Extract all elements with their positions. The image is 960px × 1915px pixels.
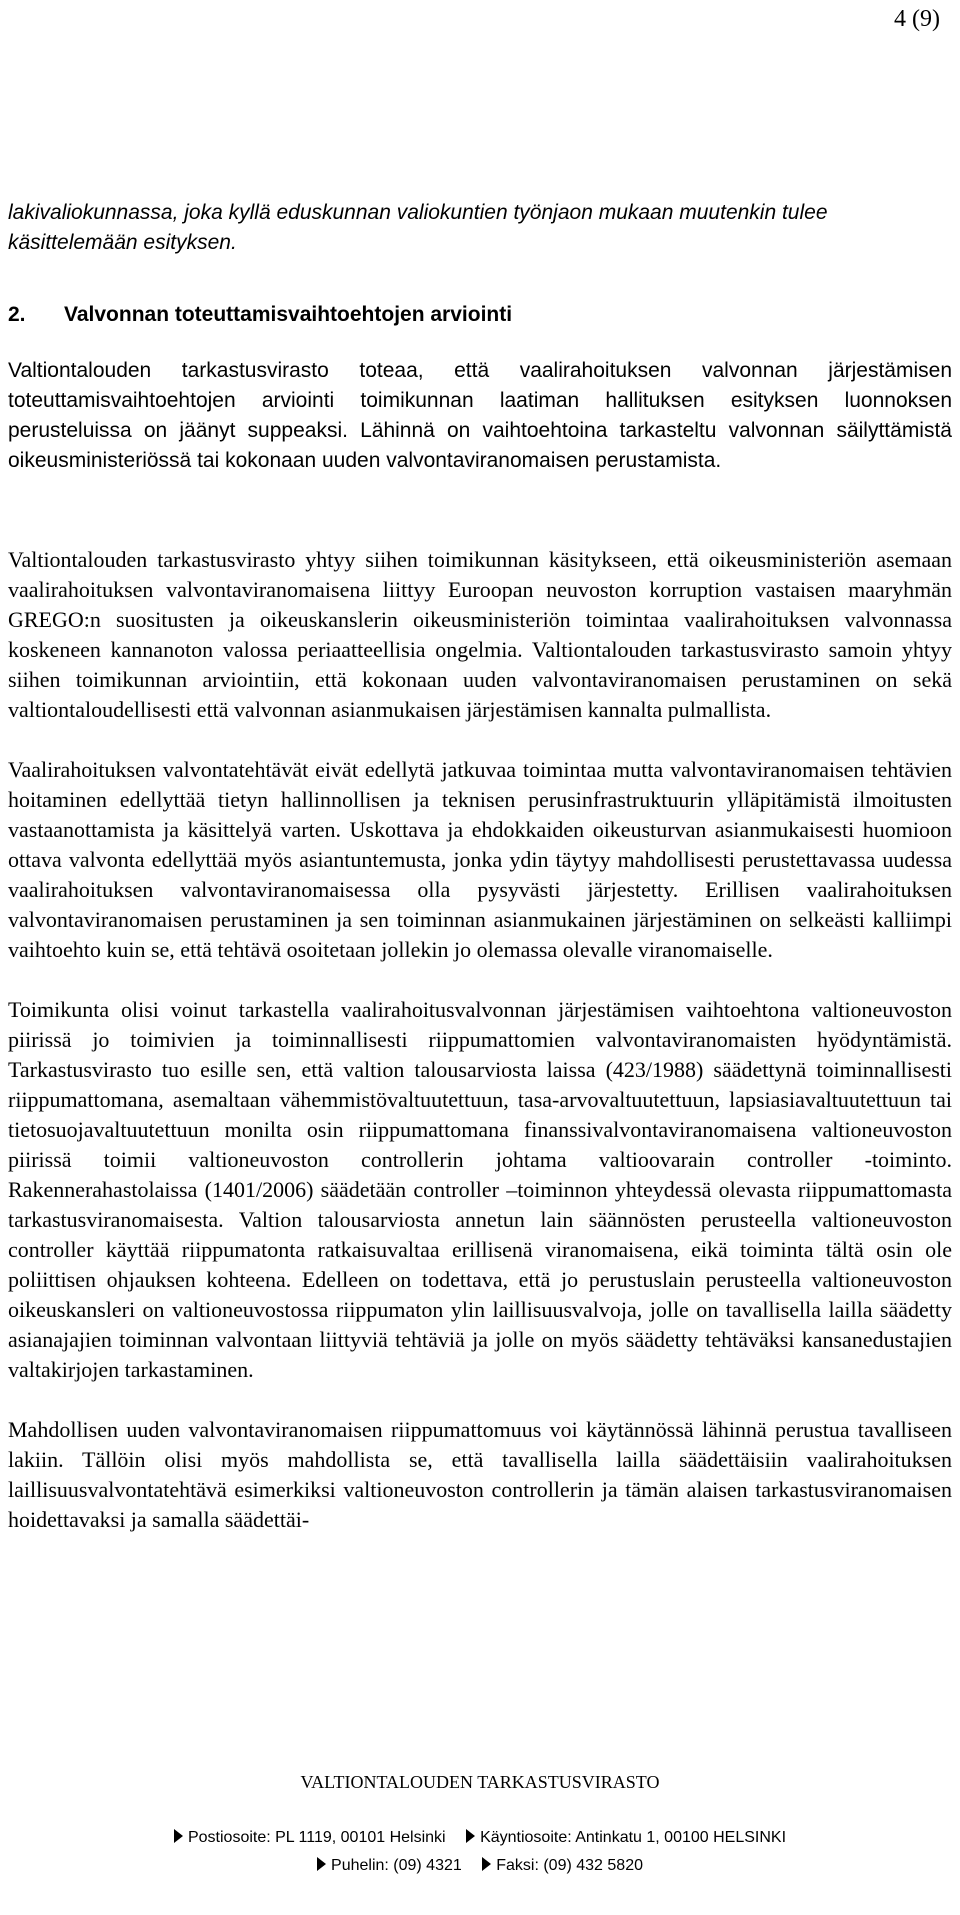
arrow-right-icon [466,1829,475,1843]
paragraph-assessment: Valtiontalouden tarkastusvirasto toteaa, että vaalirahoituksen valvonnan järjestämisen toteuttamisvaihtoehtojen arviointi toimikunnan laatiman hallituksen esityksen luonnoksen perusteluissa on jäänyt suppeaksi. Lähinnä on vaihtoehtoina tarkasteltu valvonnan säilyttämistä oikeusministeriössä tai kokonaan uuden valvontaviranomaisen perustamista. [8,359,952,472]
section-heading [8,300,512,330]
intro-paragraph: lakivaliokunnassa, joka kyllä eduskunnan valiokuntien työnjaon mukaan muutenkin tulee käsittelemään esityksen. [8,201,828,254]
arrow-right-icon [482,1857,491,1871]
postal-address: Postiosoite: PL 1119, 00101 Helsinki [187,1829,446,1846]
paragraph-ministry-position: Valtiontalouden tarkastusvirasto yhtyy siihen toimikunnan käsitykseen, että oikeusministeriön asemaan vaalirahoituksen valvontaviranomaisena liittyy Euroopan neuvoston korruption vastaisen maaryhmän GREGO:n suositusten ja oikeuskanslerin oikeusministeriön toimintaa vaalirahoituksen valvonnassa koskeneen kannanoton valossa periaatteellisia ongelmia. Valtiontalouden tarkastusvirasto samoin yhtyy siihen toimikunnan arviointiin, että kokonaan uuden valvontaviranomaisen perustaminen on sekä valtiontaloudellisesti että valvonnan asianmukaisen järjestämisen kannalta pulmallista. [8,547,952,722]
footer-phone-item [317,1857,462,1874]
body-text [8,545,952,1565]
section-number: 2. [8,303,26,326]
footer-visiting-item [466,1829,786,1846]
section-title: Valvonnan toteuttamisvaihtoehtojen arviointi [64,303,513,326]
footer-postal-item [174,1829,446,1846]
arrow-right-icon [317,1857,326,1871]
arrow-right-icon [174,1829,183,1843]
footer-fax-item [482,1857,643,1874]
fax-number: Faksi: (09) 432 5820 [496,1857,643,1874]
paragraph-independence: Mahdollisen uuden valvontaviranomaisen riippumattomuus voi käytännössä lähinnä perustua tavalliseen lakiin. Tällöin olisi myös mahdollista se, että tavallisella lailla säädettäisiin vaalirahoituksen laillisuusvalvontatehtävä esimerkiksi valtioneuvoston controllerin ja tämän alaisen tarkastusviranomaisen hoidettavaksi ja samalla säädettäi- [8,1417,952,1532]
footer-address-line [0,1829,960,1847]
page-number: 4 (9) [894,6,940,32]
footer-contact-line [0,1857,960,1875]
paragraph-supervision-duties: Vaalirahoituksen valvontatehtävät eivät edellytä jatkuvaa toimintaa mutta valvontaviranomaisen tehtävien hoitaminen edellyttää tietyn hallinnollisen ja teknisen perusinfrastruktuurin ylläpitämistä ilmoitusten vastaanottamista ja käsittelyä varten. Uskottava ja ehdokkaiden oikeusturvan asianmukaisesti huomioon ottava valvonta edellyttää myös asiantuntemusta, jonka ydin täytyy mahdollisesti perustettavassa uudessa vaalirahoituksen valvontaviranomaisessa olla pysyvästi järjestetty. Erillisen vaalirahoituksen valvontaviranomaisen perustaminen ja sen toiminnan asianmukainen järjestäminen on selkeästi kalliimpi vaihtoehto kuin se, että tehtävä osoitetaan jollekin jo olemassa olevalle viranomaiselle. [8,757,952,962]
phone-number: Puhelin: (09) 4321 [331,1857,462,1874]
visiting-address: Käyntiosoite: Antinkatu 1, 00100 HELSINKI [480,1829,787,1846]
footer-organization: VALTIONTALOUDEN TARKASTUSVIRASTO [300,1772,660,1792]
paragraph-alternatives: Toimikunta olisi voinut tarkastella vaalirahoitusvalvonnan järjestämisen vaihtoehtona valtioneuvoston piirissä jo toimivien ja toiminnallisesti riippumattomien valvontaviranomaisten hyödyntämistä. Tarkastusvirasto tuo esille sen, että valtion talousarviosta laissa (423/1988) säädettynä toiminnallisesti riippumattomana, asemaltaan vähemmistövaltuutettuun, tasa-arvovaltuutettuun, lapsiasiavaltuutettuun tai tietosuojavaltuutettuun monilta osin riippumattomana finanssivalvontaviranomaisena valtioneuvoston piirissä toimii valtioneuvoston controllerin johtama valtioovarain controller -toiminto. Rakennerahastolaissa (1401/2006) säädetään controller –toiminnon yhteydessä olevasta riippumattomasta tarkastusviranomaisesta. Valtion talousarviosta annetun lain säännösten perusteella valtioneuvoston controller käyttää riippumatonta ratkaisuvaltaa erillisenä viranomaisena, eikä toiminta tältä osin ole poliittisen ohjauksen kohteena. Edelleen on todettava, että jo perustuslain perusteella valtioneuvoston oikeuskansleri on valtioneuvostossa riippumaton ylin laillisuusvalvoja, jolle on tavallisella lailla säädetty asianajajien toiminnan valvontaan liittyviä tehtäviä ja jolle on myös säädetty tehtäväksi kansanedustajien valtakirjojen tarkastaminen. [8,997,952,1382]
